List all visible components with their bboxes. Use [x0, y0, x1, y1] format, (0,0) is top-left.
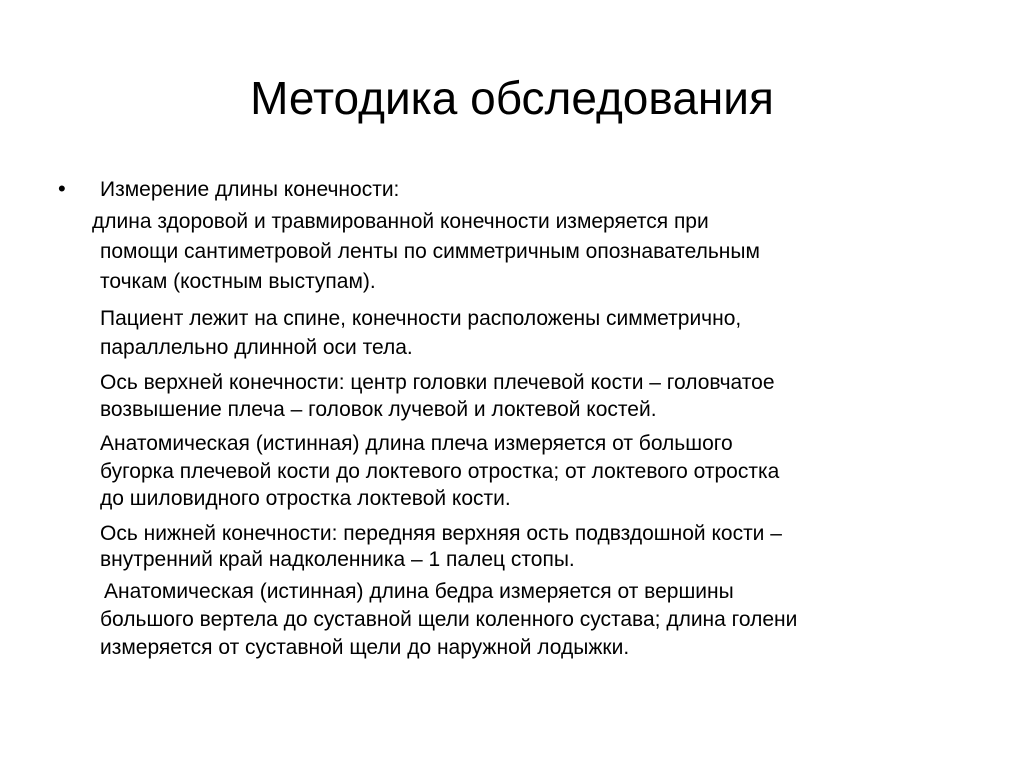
text-line: точкам (костным выступам). — [100, 270, 376, 293]
text-line: до шиловидного отростка локтевой кости. — [100, 487, 511, 510]
text-line: большого вертела до суставной щели коленного сустава; длина голени — [100, 608, 798, 631]
text-line: возвышение плеча – головок лучевой и локтевой костей. — [100, 398, 657, 421]
bullet-heading: Измерение длины конечности: — [100, 178, 400, 201]
text-line: Пациент лежит на спине, конечности расположены симметрично, — [100, 307, 742, 330]
bullet-icon: • — [58, 176, 66, 201]
text-line: внутренний край надколенника – 1 палец стопы. — [100, 548, 575, 571]
text-line: Анатомическая (истинная) длина плеча измеряется от большого — [100, 432, 733, 455]
text-line: длина здоровой и травмированной конечности измеряется при — [92, 210, 709, 233]
text-line: Ось верхней конечности: центр головки плечевой кости – головчатое — [100, 371, 775, 394]
text-line: помощи сантиметровой ленты по симметричным опознавательным — [100, 240, 760, 263]
text-line: Ось нижней конечности: передняя верхняя ость подвздошной кости – — [100, 522, 782, 545]
text-line: бугорка плечевой кости до локтевого отростка; от локтевого отростка — [100, 460, 780, 483]
text-line: измеряется от суставной щели до наружной лодыжки. — [100, 636, 630, 659]
slide-title: Методика обследования — [250, 72, 774, 124]
text-line: Анатомическая (истинная) длина бедра измеряется от вершины — [104, 580, 734, 603]
text-line: параллельно длинной оси тела. — [100, 336, 413, 359]
